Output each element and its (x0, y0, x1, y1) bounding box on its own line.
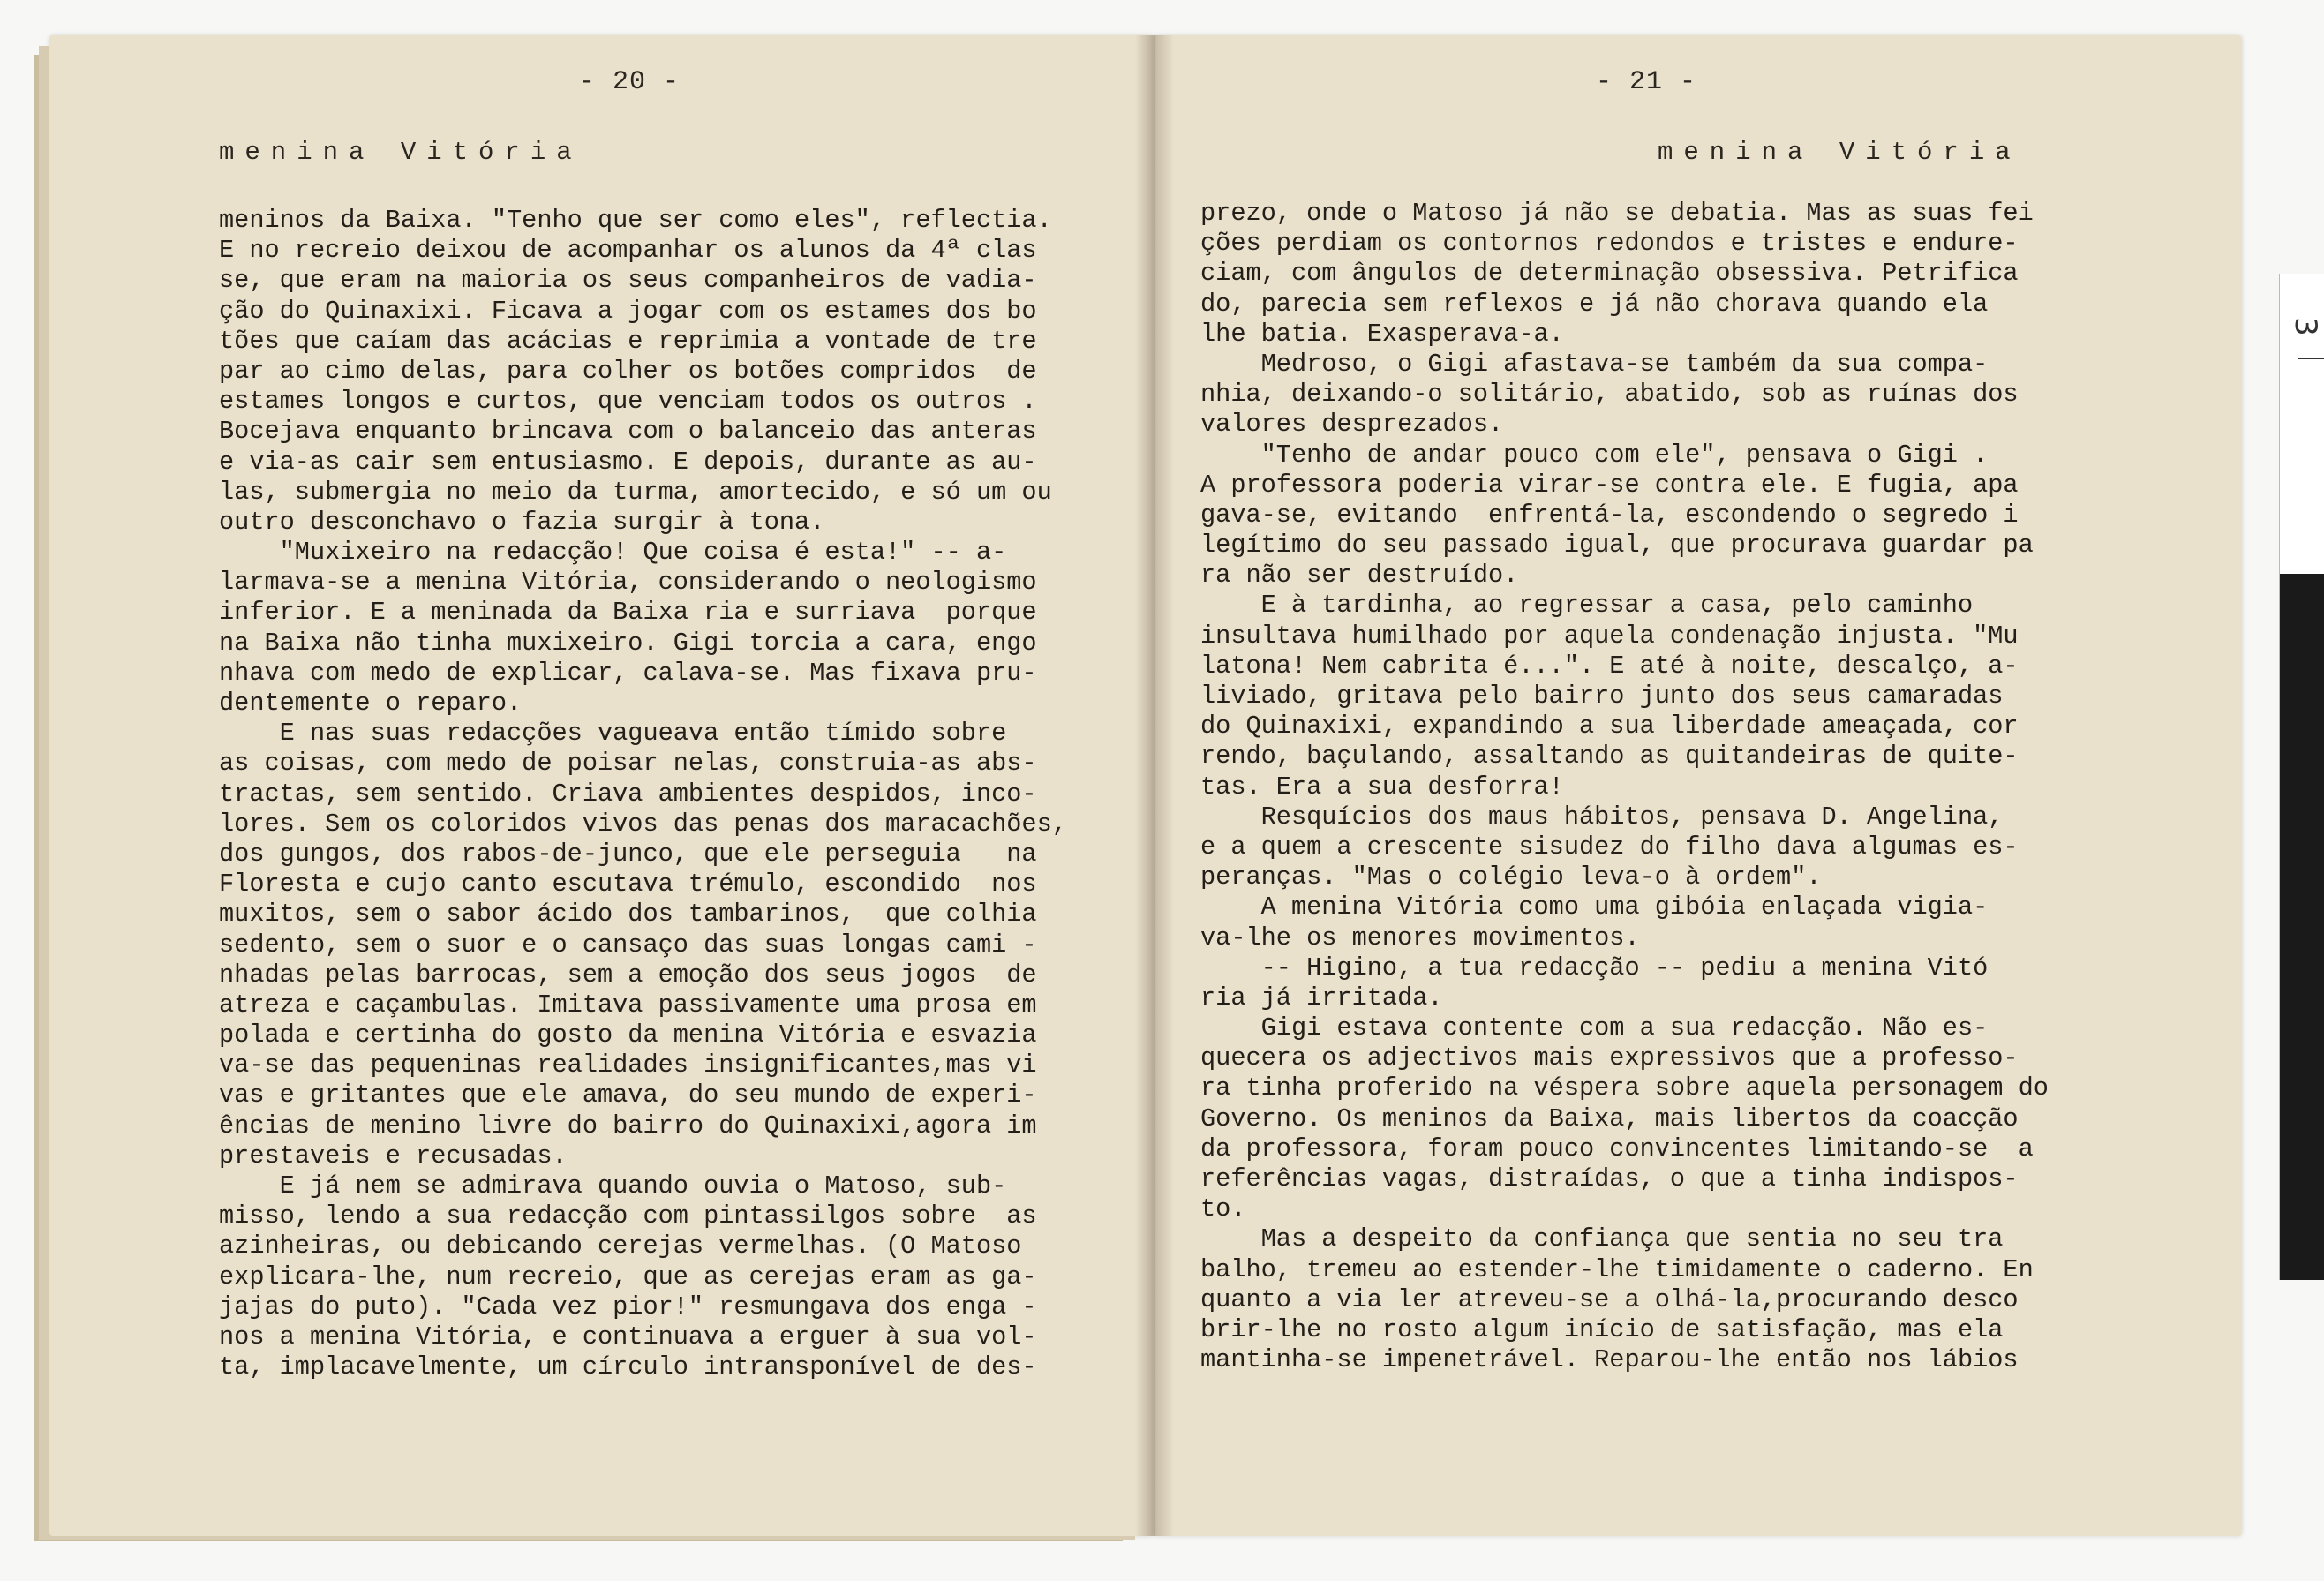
right-page (1154, 35, 2242, 1536)
text-line: liviado, gritava pelo bairro junto dos seus camaradas (1200, 681, 2004, 711)
text-line: nhava com medo de explicar, calava-se. Mas fixava pru- (219, 658, 1037, 688)
text-line: Bocejava enquanto brincava com o balanceio das anteras (219, 417, 1037, 447)
text-line: las, submergia no meio da turma, amortecido, e só um ou (219, 477, 1052, 507)
text-line: Medroso, o Gigi afastava-se também da sua compa- (1200, 349, 1989, 379)
text-line: va-lhe os menores movimentos. (1200, 922, 1640, 952)
left-page-text (219, 206, 1067, 1382)
text-line: vas e gritantes que ele amava, do seu mundo de experi- (219, 1080, 1037, 1110)
text-line: insultava humilhado por aquela condenação injusta. "Mu (1200, 621, 2019, 651)
text-line: e a quem a crescente sisudez do filho dava algumas es- (1200, 832, 2019, 862)
text-line: atreza e caçambulas. Imitava passivamente uma prosa em (219, 990, 1037, 1020)
ruler-tick (2298, 358, 2324, 359)
text-line: ra tinha proferido na véspera sobre aquela personagem do (1200, 1073, 2049, 1103)
text-line: tões que caíam das acácias e reprimia a vontade de tre (219, 326, 1037, 356)
text-line: va-se das pequeninas realidades insignificantes,mas vi (219, 1050, 1037, 1080)
text-line: tractas, sem sentido. Criava ambientes despidos, inco- (219, 779, 1037, 809)
text-line: nhadas pelas barrocas, sem a emoção dos seus jogos de (219, 960, 1037, 990)
text-line: peranças. "Mas o colégio leva-o à ordem". (1200, 862, 1822, 892)
text-line: Governo. Os meninos da Baixa, mais libertos da coacção (1200, 1103, 2019, 1133)
text-line: ções perdiam os contornos redondos e tristes e endure- (1200, 229, 2019, 259)
text-line: nos a menina Vitória, e continuava a erguer à sua vol- (219, 1321, 1037, 1351)
text-line: to. (1200, 1194, 1246, 1224)
ruler-mark: 3 (2287, 317, 2323, 336)
text-line: quanto a via ler atreveu-se a olhá-la,procurando desco (1200, 1284, 2019, 1314)
text-line: gava-se, evitando enfrentá-la, escondendo o segredo i (1200, 500, 2019, 530)
text-line: quecera os adjectivos mais expressivos que a professo- (1200, 1043, 2019, 1073)
text-line: ra não ser destruído. (1200, 561, 1519, 591)
text-line: larmava-se a menina Vitória, considerando o neologismo (219, 568, 1037, 598)
text-line: latona! Nem cabrita é...". E até à noite, descalço, a- (1200, 651, 2019, 681)
text-line: outro desconchavo o fazia surgir à tona. (219, 507, 825, 537)
text-line: ria já irritada. (1200, 982, 1443, 1013)
text-line: muxitos, sem o sabor ácido dos tambarinos, que colhia (219, 900, 1037, 930)
text-line: prestaveis e recusadas. (219, 1141, 568, 1171)
text-line: tas. Era a sua desforra! (1200, 772, 1564, 802)
text-line: jajas do puto). "Cada vez pior!" resmungava dos enga - (219, 1291, 1037, 1321)
text-line: do, parecia sem reflexos e já não chorava quando ela (1200, 289, 1989, 319)
text-line: lhe batia. Exasperava-a. (1200, 319, 1564, 349)
text-line: ta, implacavelmente, um círculo intransponível de des- (219, 1352, 1037, 1382)
text-line: dos gungos, dos rabos-de-junco, que ele perseguia na (219, 839, 1037, 869)
text-line: referências vagas, distraídas, o que a tinha indispos- (1200, 1164, 2019, 1193)
text-line: ciam, com ângulos de determinação obsessiva. Petrifica (1200, 259, 2019, 289)
text-line: dentemente o reparo. (219, 689, 523, 718)
text-line: "Muxixeiro na redacção! Que coisa é esta!" -- a- (219, 538, 1007, 568)
text-line: se, que eram na maioria os seus companheiros de vadia- (219, 266, 1037, 296)
right-page-text (1200, 199, 2049, 1375)
text-line: azinheiras, ou debicando cerejas vermelhas. (O Matoso (219, 1231, 1022, 1261)
text-line: Gigi estava contente com a sua redacção. Não es- (1200, 1013, 1989, 1043)
text-line: valores desprezados. (1200, 410, 1504, 440)
text-line: "Tenho de andar pouco com ele", pensava o Gigi . (1200, 440, 1989, 470)
text-line: ção do Quinaxixi. Ficava a jogar com os estames dos bo (219, 296, 1037, 326)
text-line: polada e certinha do gosto da menina Vitória e esvazia (219, 1020, 1037, 1050)
text-line: brir-lhe no rosto algum início de satisfação, mas ela (1200, 1314, 2004, 1344)
running-head-right: menina Vitória (1658, 138, 2021, 167)
text-line: nhia, deixando-o solitário, abatido, sob as ruínas dos (1200, 380, 2019, 410)
text-line: do Quinaxixi, expandindo a sua liberdade ameaçada, cor (1200, 711, 2019, 742)
text-line: explicara-lhe, num recreio, que as cerejas eram as ga- (219, 1261, 1037, 1291)
left-page (49, 35, 1153, 1536)
text-line: Mas a despeito da confiança que sentia no seu tra (1200, 1224, 2004, 1254)
text-line: ências de menino livre do bairro do Quinaxixi,agora im (219, 1110, 1037, 1141)
text-line: rendo, baçulando, assaltando as quitandeiras de quite- (1200, 742, 2019, 772)
text-line: balho, tremeu ao estender-lhe timidamente o caderno. En (1200, 1254, 2034, 1284)
text-line: A menina Vitória como uma gibóia enlaçada vigia- (1200, 892, 1989, 922)
page-number-left: - 20 - (579, 67, 681, 97)
text-line: prezo, onde o Matoso já não se debatia. Mas as suas fei (1200, 199, 2034, 228)
text-line: estames longos e curtos, que venciam todos os outros . (219, 387, 1037, 417)
text-line: meninos da Baixa. "Tenho que ser como eles", reflectia. (219, 206, 1052, 235)
measurement-ruler (2279, 274, 2324, 1280)
text-line: Floresta e cujo canto escutava trémulo, escondido nos (219, 870, 1037, 900)
text-line: E no recreio deixou de acompanhar os alunos da 4ª clas (219, 236, 1037, 266)
text-line: inferior. E a meninada da Baixa ria e surriava porque (219, 598, 1037, 628)
text-line: E nas suas redacções vagueava então tímido sobre (219, 719, 1007, 749)
running-head-left: menina Vitória (219, 138, 583, 167)
text-line: e via-as cair sem entusiasmo. E depois, durante as au- (219, 447, 1037, 477)
text-line: sedento, sem o suor e o cansaço das suas longas cami - (219, 930, 1037, 960)
text-line: mantinha-se impenetrável. Reparou-lhe então nos lábios (1200, 1345, 2019, 1375)
text-line: da professora, foram pouco convincentes limitando-se a (1200, 1133, 2034, 1163)
text-line: lores. Sem os coloridos vivos das penas dos maracachões, (219, 809, 1067, 839)
text-line: Resquícios dos maus hábitos, pensava D. Angelina, (1200, 802, 2004, 832)
text-line: na Baixa não tinha muxixeiro. Gigi torcia a cara, engo (219, 628, 1037, 658)
text-line: misso, lendo a sua redacção com pintassilgos sobre as (219, 1201, 1037, 1231)
text-line: legítimo do seu passado igual, que procurava guardar pa (1200, 531, 2034, 561)
text-line: par ao cimo delas, para colher os botões compridos de (219, 356, 1037, 386)
text-line: -- Higino, a tua redacção -- pediu a menina Vitó (1200, 952, 1989, 982)
page-number-right: - 21 - (1596, 67, 1697, 97)
text-line: A professora poderia virar-se contra ele. E fugia, apa (1200, 470, 2019, 500)
text-line: E à tardinha, ao regressar a casa, pelo caminho (1200, 591, 1974, 621)
text-line: E já nem se admirava quando ouvia o Matoso, sub- (219, 1171, 1007, 1201)
text-line: as coisas, com medo de poisar nelas, construia-as abs- (219, 749, 1037, 779)
ruler-dark-band (2280, 574, 2324, 1280)
